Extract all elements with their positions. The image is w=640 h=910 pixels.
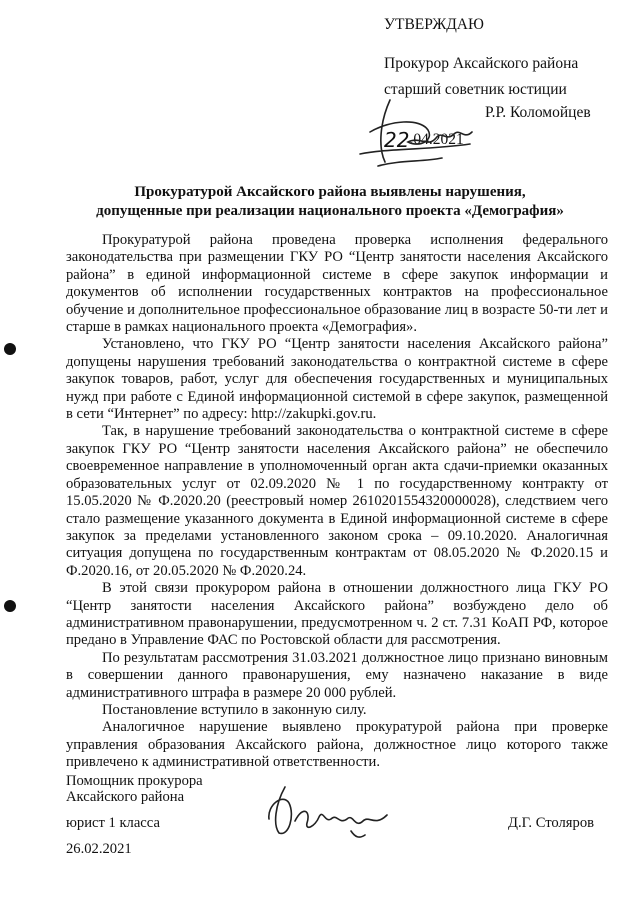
document-body bbox=[66, 232, 608, 772]
approval-date-day: 22 bbox=[384, 128, 410, 152]
footer-date: 26.02.2021 bbox=[66, 841, 132, 857]
paragraph: Установлено, что ГКУ РО “Центр занятости населения Аксайского района” допущены нарушения требований законодательства о контрактной системе в сфере закупок товаров, работ, услуг для обеспечения государственных и муниципальных нужд при работе с Единой информационной системой в сфере закупок, размещенной в сети “Интернет” по адресу: http://zakupki.gov.ru. bbox=[66, 336, 608, 423]
approval-name: Р.Р. Коломойцев bbox=[485, 104, 591, 121]
approval-position-line1: Прокурор Аксайского района bbox=[384, 55, 579, 72]
approval-date-suffix: .04.2021 bbox=[409, 131, 464, 148]
approval-block bbox=[384, 12, 591, 152]
assistant-signature bbox=[255, 775, 405, 845]
footer-position-line1: Помощник прокурора bbox=[66, 773, 203, 789]
prosecutor-signature bbox=[350, 92, 490, 172]
footer-position-line2: Аксайского района bbox=[66, 789, 185, 805]
approval-position-line2: старший советник юстиции bbox=[384, 81, 567, 98]
paragraph: Аналогичное нарушение выявлено прокуратурой района при проверке управления образования Аксайского района, должностное лицо которого также привлечено к административной ответственности. bbox=[66, 719, 608, 771]
paragraph: По результатам рассмотрения 31.03.2021 должностное лицо признано виновным в совершении данного правонарушения, ему назначено наказание в виде административного штрафа в размере 20 000 рублей. bbox=[66, 649, 608, 701]
approval-heading: УТВЕРЖДАЮ bbox=[384, 16, 484, 33]
document-title bbox=[60, 183, 600, 221]
title-line2: допущенные при реализации национального проекта «Демография» bbox=[96, 203, 564, 219]
title-line1: Прокуратурой Аксайского района выявлены нарушения, bbox=[134, 184, 526, 200]
punch-hole-top bbox=[4, 343, 16, 355]
footer-position bbox=[66, 773, 203, 805]
paragraph: Так, в нарушение требований законодательства о контрактной системе в сфере закупок ГКУ РО “Центр занятости населения Аксайского района” не обеспечило своевременное направление в уполномоченный орган акта сдачи-приемки оказанных образовательных услуг от 02.09.2020 № 1 по государственному контракту от 15.05.2020 № Ф.2020.20 (реестровый номер 2610201554320000028), следствием чего стало размещение указанного документа в Единой информационной системе в сфере закупок за пределами установленного законом срока – 09.10.2020. Аналогичная ситуация допущена по государственным контрактам от 08.05.2020 № Ф.2020.15 и Ф.2020.16, от 20.05.2020 № Ф.2020.24. bbox=[66, 423, 608, 579]
punch-hole-bottom bbox=[4, 600, 16, 612]
footer-rank: юрист 1 класса bbox=[66, 815, 160, 831]
footer-name: Д.Г. Столяров bbox=[508, 815, 595, 831]
paragraph: Постановление вступило в законную силу. bbox=[102, 701, 367, 718]
paragraph: Прокуратурой района проведена проверка исполнения федерального законодательства при размещении ГКУ РО “Центр занятости населения Аксайского района” в единой информационной системе в сфере закупок информации и документов об исполнении государственных контрактов на профессиональное обучение и дополнительное профессиональное образование лиц в возрасте 50-ти лет и старше в рамках национального проекта «Демография». bbox=[66, 232, 608, 336]
paragraph: В этой связи прокурором района в отношении должностного лица ГКУ РО “Центр занятости населения Аксайского района” возбуждено дело об административном правонарушении, предусмотренном ч. 2 ст. 7.31 КоАП РФ, которое предано в Управление ФАС по Ростовской области для рассмотрения. bbox=[66, 580, 608, 649]
